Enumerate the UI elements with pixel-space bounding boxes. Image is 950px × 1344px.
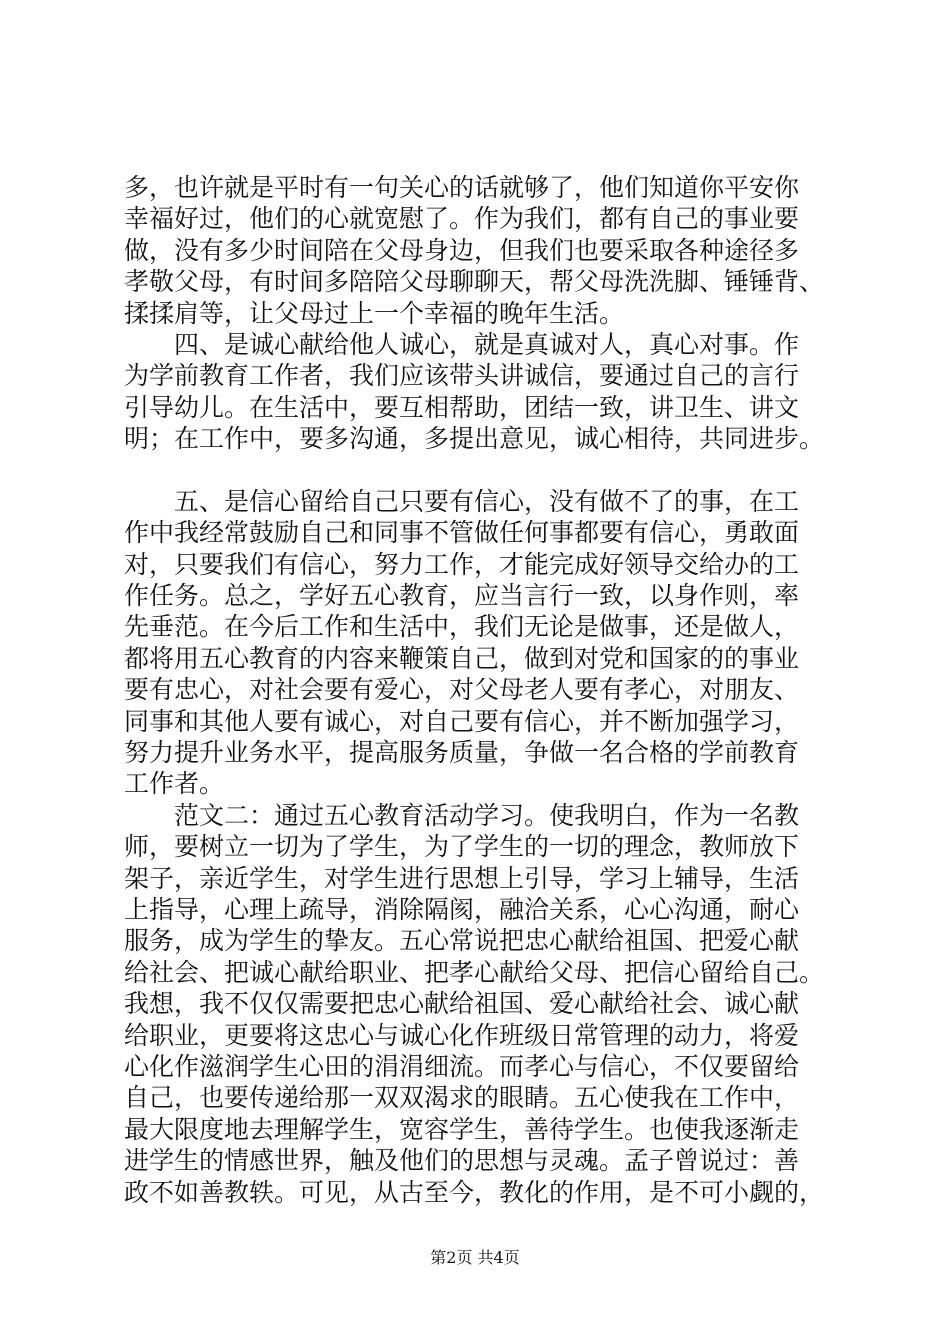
body-line: 师，要树立一切为了学生，为了学生的一切的理念，教师放下 (124, 832, 800, 862)
body-line: 孝敬父母，有时间多陪陪父母聊聊天，帮父母洗洗脚、锤锤背、 (124, 267, 825, 297)
body-line: 服务，成为学生的挚友。五心常说把忠心献给祖国、把爱心献 (124, 926, 800, 956)
body-line: 架子，亲近学生，对学生进行思想上引导，学习上辅导，生活 (124, 863, 800, 893)
body-line: 自己，也要传递给那一双双渴求的眼睛。五心使我在工作中， (124, 1083, 800, 1113)
body-line: 心化作滋润学生心田的涓涓细流。而孝心与信心，不仅要留给 (124, 1051, 800, 1081)
body-line: 明；在工作中，要多沟通，多提出意见，诚心相待，共同进步。 (124, 424, 825, 454)
body-line: 五、是信心留给自己只要有信心，没有做不了的事，在工 (124, 486, 800, 516)
body-line: 最大限度地去理解学生，宽容学生，善待学生。也使我逐渐走 (124, 1114, 800, 1144)
body-line: 给职业，更要将这忠心与诚心化作班级日常管理的动力，将爱 (124, 1020, 800, 1050)
page-number-footer: 第2页 共4页 (430, 1248, 520, 1267)
body-line: 作中我经常鼓励自己和同事不管做任何事都要有信心，勇敢面 (124, 518, 800, 548)
body-line: 多，也许就是平时有一句关心的话就够了，他们知道你平安你 (124, 173, 800, 202)
body-line: 做，没有多少时间陪在父母身边，但我们也要采取各种途径多 (124, 235, 800, 265)
body-line: 四、是诚心献给他人诚心，就是真诚对人，真心对事。作 (124, 329, 800, 359)
body-line: 给社会、把诚心献给职业、把孝心献给父母、把信心留给自己。 (124, 957, 825, 987)
body-line: 揉揉肩等，让父母过上一个幸福的晚年生活。 (124, 298, 625, 328)
paragraph-gap (124, 455, 864, 486)
body-line: 为学前教育工作者，我们应该带头讲诚信，要通过自己的言行 (124, 361, 800, 391)
body-line: 作任务。总之，学好五心教育，应当言行一致，以身作则，率 (124, 581, 800, 611)
body-line: 范文二：通过五心教育活动学习。使我明白，作为一名教 (124, 800, 800, 830)
body-line: 工作者。 (124, 769, 225, 799)
body-line: 同事和其他人要有诚心，对自己要有信心，并不断加强学习， (124, 706, 800, 736)
document-body (124, 172, 864, 1208)
body-line: 引导幼儿。在生活中，要互相帮助，团结一致，讲卫生、讲文 (124, 392, 800, 422)
body-line: 都将用五心教育的内容来鞭策自己，做到对党和国家的的事业 (124, 643, 800, 673)
body-line: 进学生的情感世界，触及他们的思想与灵魂。孟子曾说过：善 (124, 1146, 800, 1176)
body-line: 幸福好过，他们的心就宽慰了。作为我们，都有自己的事业要 (124, 204, 800, 234)
body-line: 我想，我不仅仅需要把忠心献给祖国、爱心献给社会、诚心献 (124, 989, 800, 1019)
body-line: 对，只要我们有信心，努力工作，才能完成好领导交给办的工 (124, 549, 800, 579)
body-line: 要有忠心，对社会要有爱心，对父母老人要有孝心，对朋友、 (124, 675, 800, 705)
body-line: 努力提升业务水平，提高服务质量，争做一名合格的学前教育 (124, 738, 800, 768)
body-line: 先垂范。在今后工作和生活中，我们无论是做事，还是做人， (124, 612, 800, 642)
body-line: 政不如善教轶。可见，从古至今，教化的作用，是不可小觑的， (124, 1177, 825, 1207)
body-line: 上指导，心理上疏导，消除隔阂，融洽关系，心心沟通，耐心 (124, 894, 800, 924)
